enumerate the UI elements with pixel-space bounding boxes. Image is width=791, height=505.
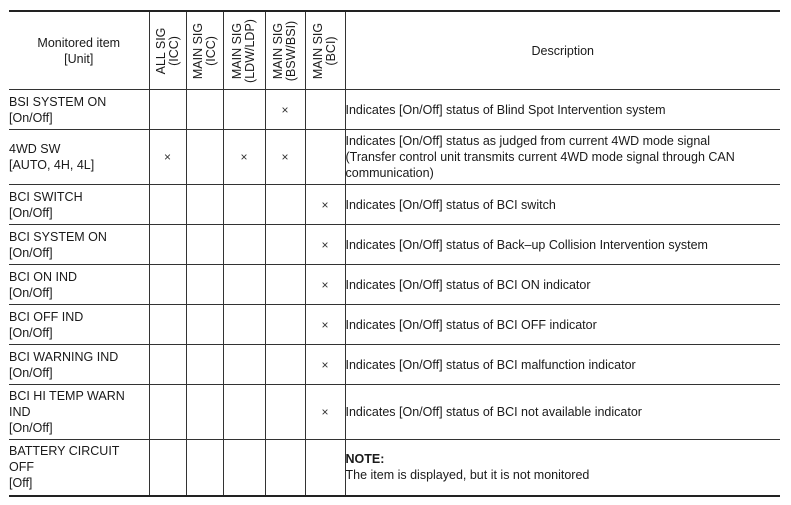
description-text: (Transfer control unit transmits current 4WD mode signal through CAN [345,150,735,164]
mark-cell: × [305,185,345,225]
mark-cell [265,440,305,496]
item-name: BATTERY CIRCUIT [9,444,120,459]
mark-cell [186,225,223,265]
mark-cell [186,305,223,345]
item-cell [9,130,149,185]
mark-cell [223,90,265,130]
mark-cell [223,185,265,225]
mark-cell [265,225,305,265]
description-cell [345,385,780,440]
mark-cell [186,185,223,225]
description-cell [345,305,780,345]
mark-cell [149,345,186,385]
header-signal-line1: ALL SIG [153,27,168,74]
mark-cell [149,305,186,345]
item-name: BSI SYSTEM ON [9,94,107,109]
item-cell [9,385,149,440]
description-cell [345,130,780,185]
header-monitored-item [9,11,149,90]
header-signal-main-sig-icc [186,11,223,90]
description-cell [345,185,780,225]
header-signal-line1: MAIN SIG [230,22,244,79]
mark-cell [265,265,305,305]
mark-cell [265,385,305,440]
description-text: Indicates [On/Off] status of Back–up Collision Intervention system [345,237,708,252]
mark-cell [149,90,186,130]
mark-cell [186,440,223,496]
item-name: BCI SWITCH [9,189,83,204]
note-label: NOTE: [345,452,385,467]
item-name: BCI ON IND [9,269,78,284]
item-unit: [On/Off] [9,421,53,435]
mark-cell: × [265,90,305,130]
header-signal-line1: MAIN SIG [190,22,205,79]
item-cell [9,345,149,385]
description-text: communication) [345,166,434,180]
item-unit: [On/Off] [9,325,53,340]
item-name: BCI WARNING IND [9,349,119,364]
description-cell [345,225,780,265]
mark-cell [305,130,345,185]
description-text: The item is displayed, but it is not monitored [345,468,590,483]
item-unit: [On/Off] [9,205,53,220]
header-signal-line1: MAIN SIG [271,22,285,79]
item-cell [9,90,149,130]
table-row [9,90,780,130]
item-name-continued: OFF [9,460,34,475]
description-cell [345,345,780,385]
item-unit: [On/Off] [9,245,53,260]
description-cell [345,440,780,496]
mark-cell [149,185,186,225]
header-row [9,11,780,90]
description-text: Indicates [On/Off] status of BCI switch [345,197,556,212]
item-name: BCI HI TEMP WARN [9,389,125,403]
mark-cell [149,440,186,496]
item-unit: [Off] [9,476,33,491]
table-row [9,225,780,265]
mark-cell [149,225,186,265]
item-cell [9,440,149,496]
header-item-label: Monitored item [37,35,121,50]
mark-cell [149,385,186,440]
table-row [9,265,780,305]
mark-cell: × [223,130,265,185]
mark-cell [186,385,223,440]
mark-cell [186,265,223,305]
mark-cell: × [305,345,345,385]
header-signal-all-sig-icc [149,11,186,90]
mark-cell: × [305,305,345,345]
item-unit: [AUTO, 4H, 4L] [9,158,95,172]
mark-cell: × [149,130,186,185]
description-cell [345,90,780,130]
mark-cell: × [305,265,345,305]
header-signal-main-sig-bsw-bsi [265,11,305,90]
monitored-items-table [9,10,780,497]
mark-cell: × [305,225,345,265]
mark-cell [223,225,265,265]
item-name: BCI SYSTEM ON [9,229,107,244]
header-signal-line2: (ICC) [166,35,181,66]
table-row [9,345,780,385]
description-text: Indicates [On/Off] status of BCI ON indicator [345,277,591,292]
description-cell [345,265,780,305]
mark-cell [305,440,345,496]
table-row [9,130,780,185]
mark-cell [186,345,223,385]
header-signal-line2: (BCI) [324,35,338,66]
item-unit: [On/Off] [9,285,53,300]
item-name: 4WD SW [9,142,61,156]
item-cell [9,265,149,305]
header-signal-line2: (LDW/LDP) [243,18,257,83]
item-unit: [On/Off] [9,110,53,125]
table-row [9,185,780,225]
table-row [9,440,780,496]
header-signal-line2: (BSW/BSI) [284,20,298,81]
description-text: Indicates [On/Off] status of BCI not available indicator [345,405,642,419]
mark-cell [265,345,305,385]
mark-cell: × [305,385,345,440]
item-name: BCI OFF IND [9,309,84,324]
mark-cell [223,440,265,496]
mark-cell [223,345,265,385]
item-cell [9,305,149,345]
header-unit-label: [Unit] [64,51,94,66]
mark-cell [305,90,345,130]
item-cell [9,185,149,225]
mark-cell [149,265,186,305]
header-signal-line2: (ICC) [203,35,218,66]
header-signal-main-sig-bci [305,11,345,90]
mark-cell [186,90,223,130]
description-text: Indicates [On/Off] status of Blind Spot Intervention system [345,102,666,117]
mark-cell [186,130,223,185]
mark-cell [265,305,305,345]
description-text: Indicates [On/Off] status of BCI OFF indicator [345,317,597,332]
table-row [9,305,780,345]
description-text: Indicates [On/Off] status of BCI malfunction indicator [345,357,636,372]
table-row [9,385,780,440]
mark-cell [223,265,265,305]
header-description: Description [345,11,780,90]
mark-cell [223,305,265,345]
header-signal-line1: MAIN SIG [311,22,325,79]
item-name-continued: IND [9,405,31,419]
mark-cell [265,185,305,225]
description-text: Indicates [On/Off] status as judged from current 4WD mode signal [345,134,711,148]
item-unit: [On/Off] [9,365,53,380]
mark-cell [223,385,265,440]
mark-cell: × [265,130,305,185]
item-cell [9,225,149,265]
header-signal-main-sig-ldw-ldp [223,11,265,90]
